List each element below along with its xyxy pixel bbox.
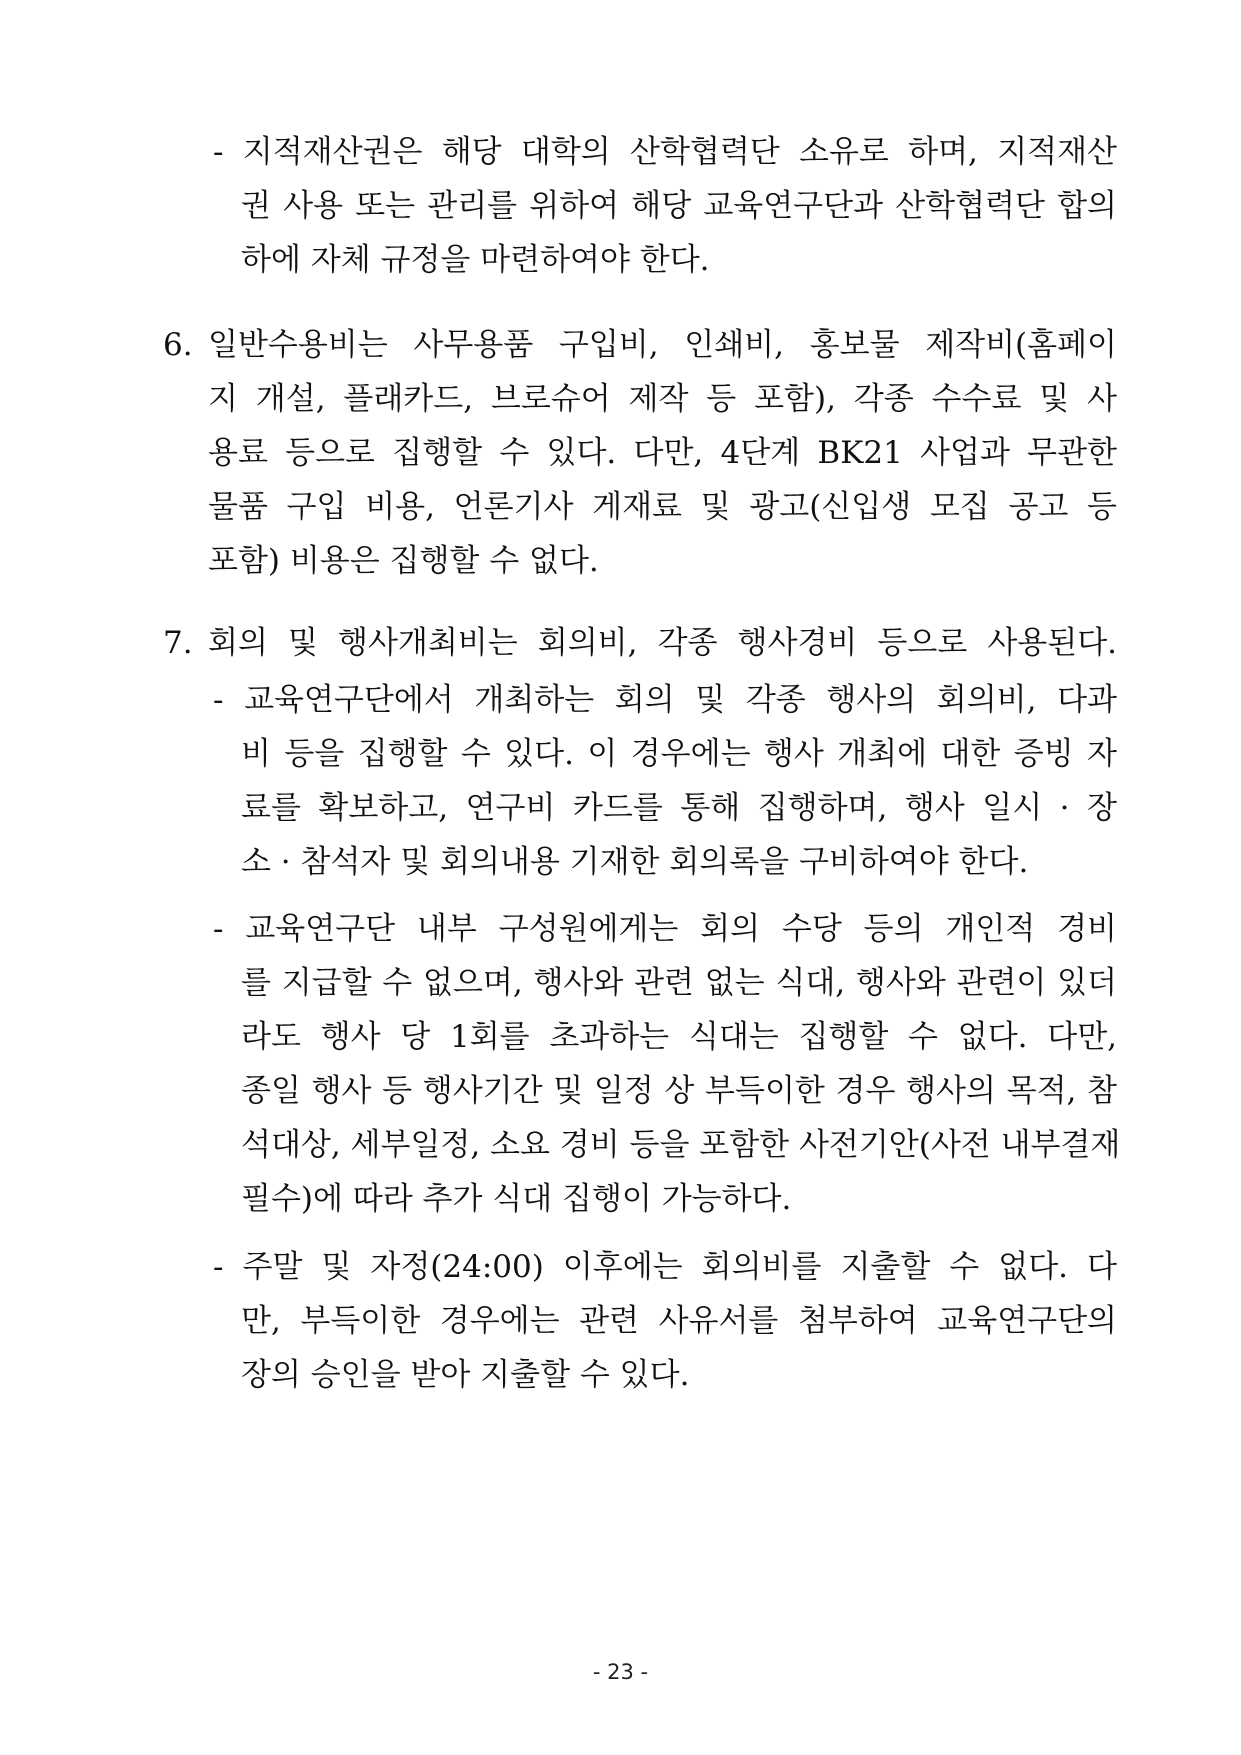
paragraph-line: 필수)에 따라 추가 식대 집행이 가능하다. [241,1181,792,1217]
paragraph-line: 비 등을 집행할 수 있다. 이 경우에는 행사 개최에 대한 증빙 자 [241,736,1117,772]
paragraph-line: 물품 구입 비용, 언론기사 게재료 및 광고(신입생 모집 공고 등 [208,489,1117,525]
paragraph-line: 종일 행사 등 행사기간 및 일정 상 부득이한 경우 행사의 목적, 참 [241,1073,1117,1109]
paragraph-line: 권 사용 또는 관리를 위하여 해당 교육연구단과 산학협력단 합의 [241,188,1117,224]
paragraph-line: 지 개설, 플래카드, 브로슈어 제작 등 포함), 각종 수수료 및 사 [208,381,1117,417]
paragraph-line: - 지적재산권은 해당 대학의 산학협력단 소유로 하며, 지적재산 [213,134,1117,170]
paragraph-line: 만, 부득이한 경우에는 관련 사유서를 첨부하여 교육연구단의 [241,1303,1117,1339]
paragraph-line: 일반수용비는 사무용품 구입비, 인쇄비, 홍보물 제작비(홈페이 [208,327,1117,363]
item-number: 7. [163,625,193,661]
paragraph-line: 하에 자체 규정을 마련하여야 한다. [241,242,710,278]
paragraph-line: 장의 승인을 받아 지출할 수 있다. [241,1357,690,1393]
paragraph-line: 석대상, 세부일정, 소요 경비 등을 포함한 사전기안(사전 내부결재 [241,1127,1121,1163]
paragraph-line: 용료 등으로 집행할 수 있다. 다만, 4단계 BK21 사업과 무관한 [208,435,1117,471]
paragraph-line: 소 · 참석자 및 회의내용 기재한 회의록을 구비하여야 한다. [241,844,1029,880]
page-number: - 23 - [592,1660,649,1684]
paragraph-line: 를 지급할 수 없으며, 행사와 관련 없는 식대, 행사와 관련이 있더 [241,965,1117,1001]
paragraph-line: 회의 및 행사개최비는 회의비, 각종 행사경비 등으로 사용된다. [208,625,1117,661]
paragraph-line: - 주말 및 자정(24:00) 이후에는 회의비를 지출할 수 없다. 다 [213,1249,1117,1285]
paragraph-line: - 교육연구단 내부 구성원에게는 회의 수당 등의 개인적 경비 [213,911,1117,947]
paragraph-line: 료를 확보하고, 연구비 카드를 통해 집행하며, 행사 일시 · 장 [241,790,1117,826]
paragraph-line: - 교육연구단에서 개최하는 회의 및 각종 행사의 회의비, 다과 [213,682,1117,718]
paragraph-line: 포함) 비용은 집행할 수 없다. [208,543,599,579]
item-number: 6. [163,327,193,363]
paragraph-line: 라도 행사 당 1회를 초과하는 식대는 집행할 수 없다. 다만, [241,1019,1117,1055]
